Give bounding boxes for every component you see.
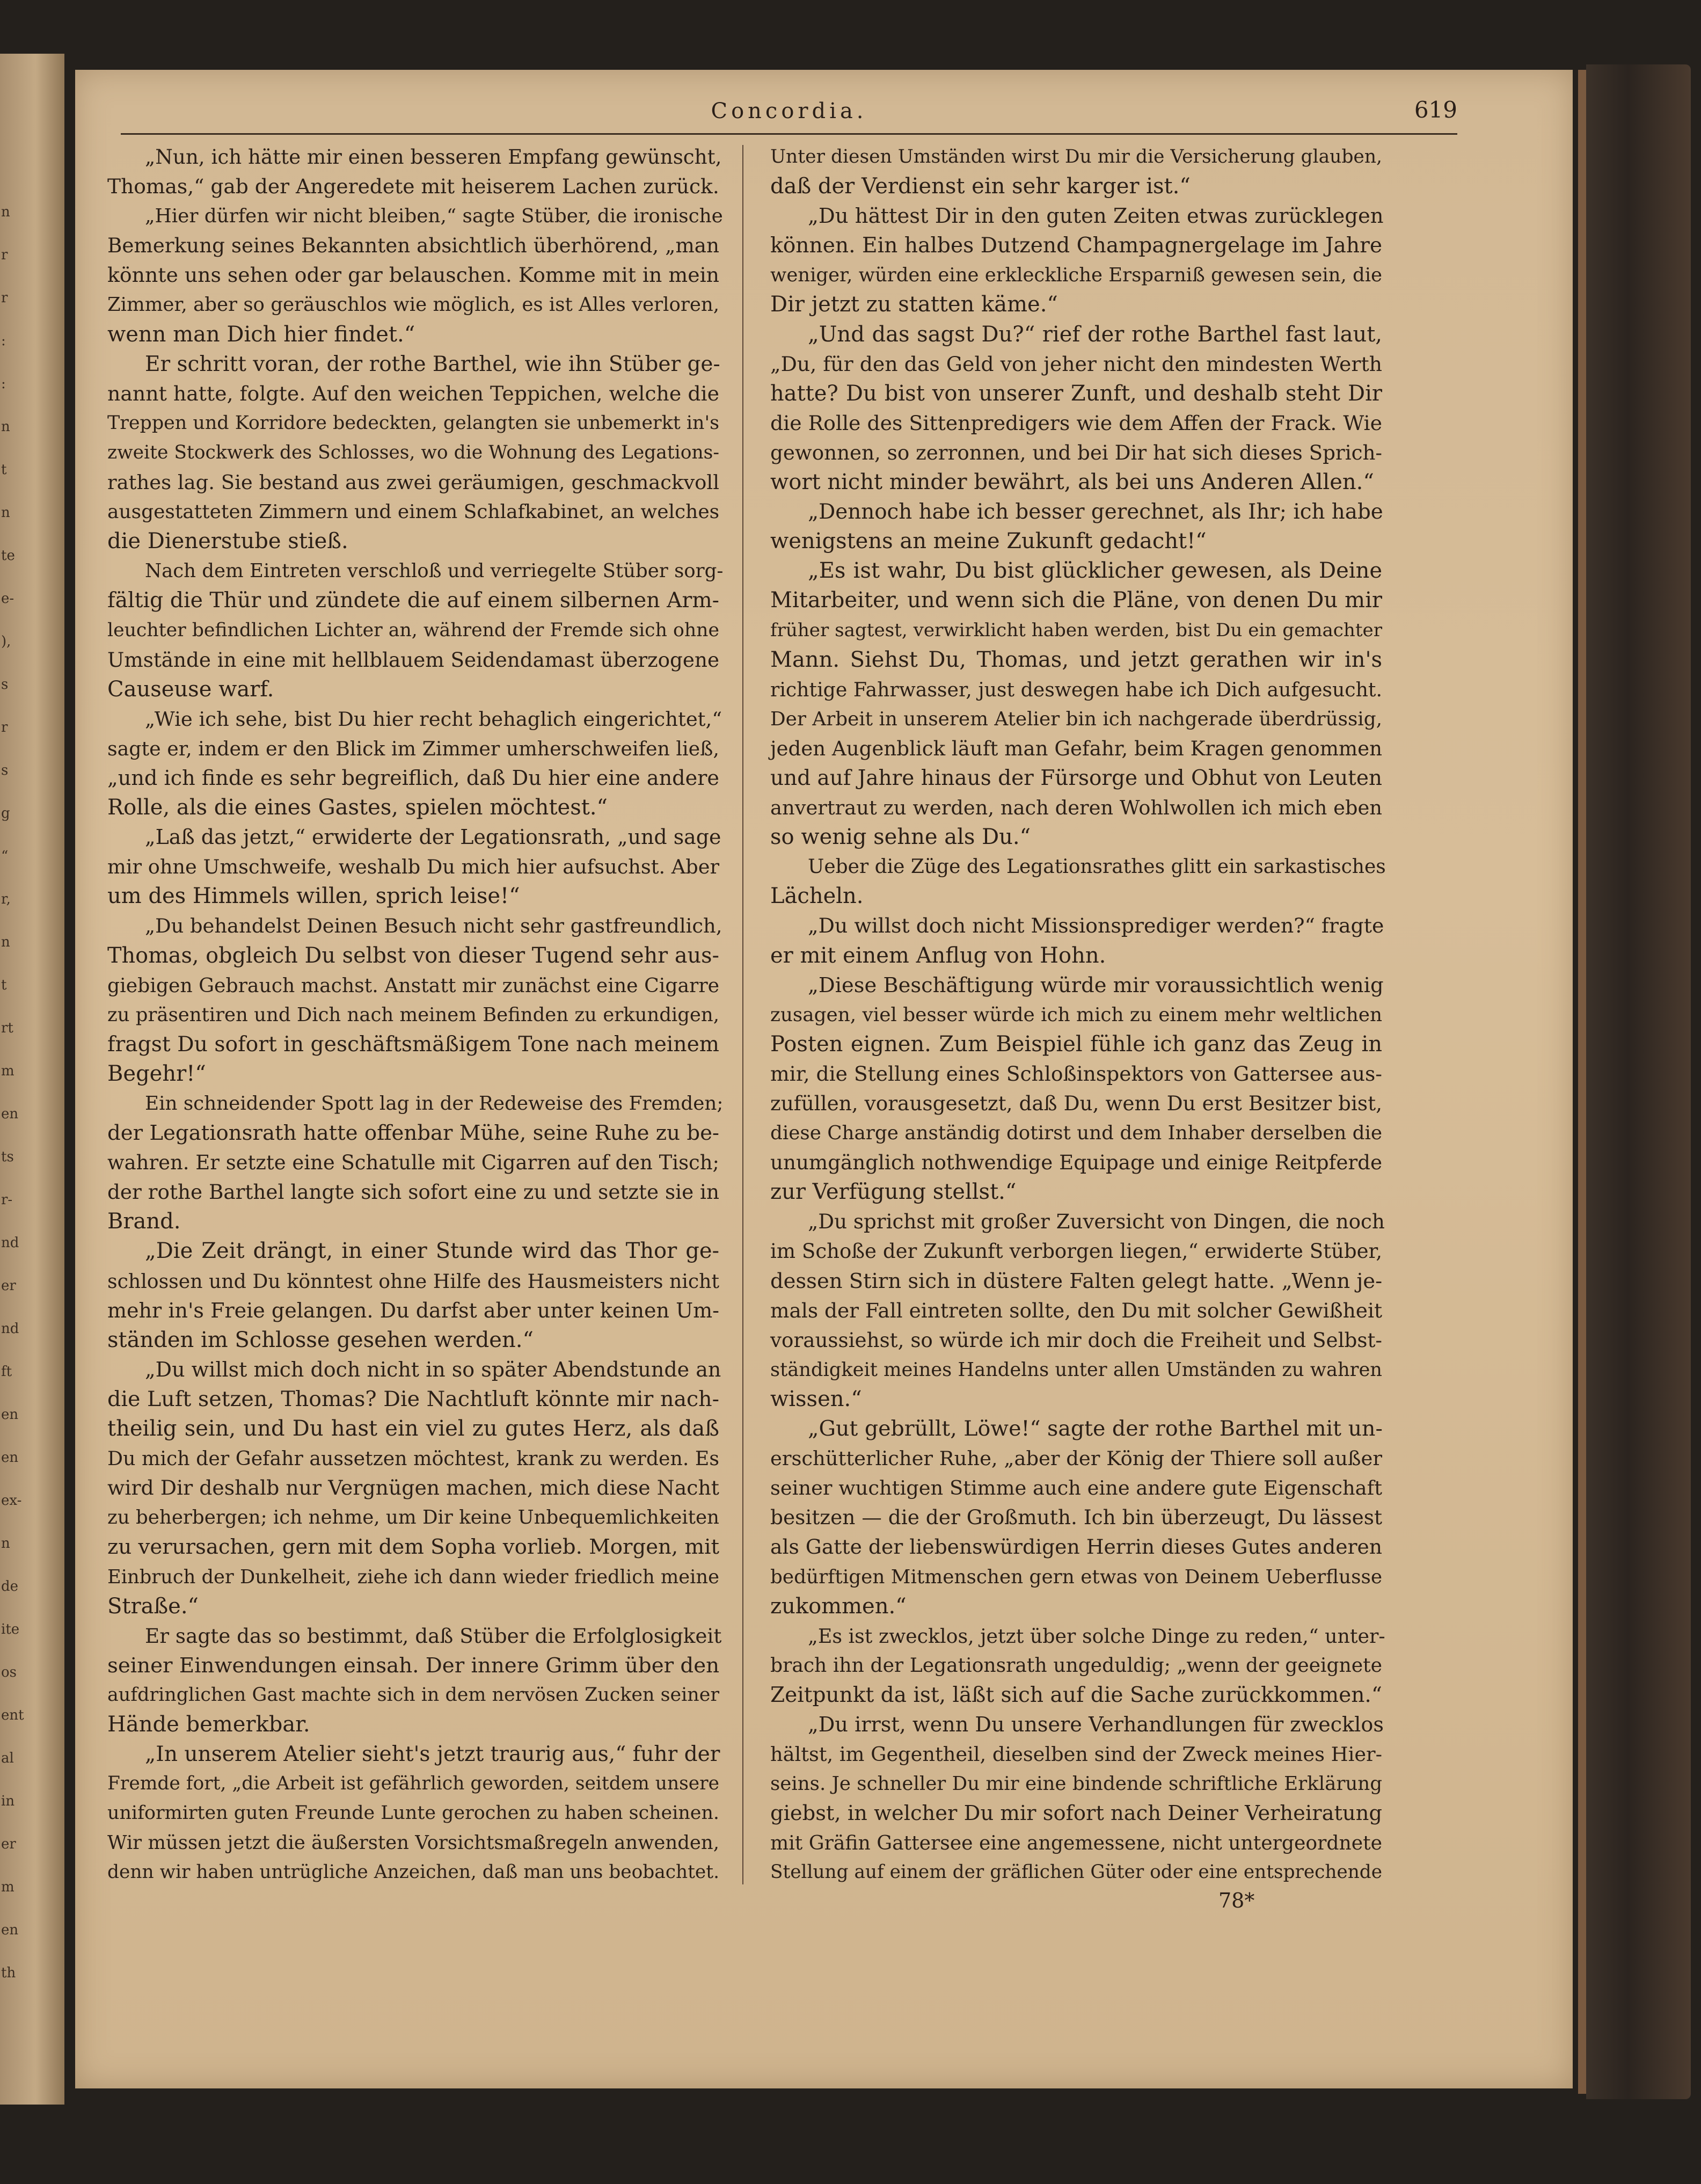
text-line: Stellung auf einem der gräflichen Güter oder eine entsprechende [770, 1861, 1382, 1883]
text-line: Mann. Siehst Du, Thomas, und jetzt gerathen wir in's [770, 647, 1382, 672]
signature-mark: 78* [1218, 1889, 1255, 1912]
text-line: „Du irrst, wenn Du unsere Verhandlungen für zwecklos [808, 1712, 1384, 1736]
text-line: diese Charge anständig dotirst und dem Inhaber derselben die [770, 1122, 1382, 1145]
text-line: fältig die Thür und zündete die auf einem silbernen Arm- [107, 588, 719, 613]
edge-fragment: te [1, 548, 15, 564]
text-line: theilig sein, und Du hast ein viel zu gutes Herz, als daß [107, 1416, 719, 1442]
text-line: Ueber die Züge des Legationsrathes glitt ein sarkastisches [808, 856, 1386, 878]
text-line: seiner Einwendungen einsah. Der innere Grimm über den [107, 1653, 720, 1678]
text-line: ständigkeit meines Handelns unter allen Umständen zu wahren [770, 1358, 1382, 1381]
edge-fragment: in [1, 1793, 15, 1809]
edge-fragment: ite [1, 1621, 20, 1637]
edge-fragment: m [1, 1879, 14, 1895]
text-line: wahren. Er setzte eine Schatulle mit Cigarren auf den Tisch; [107, 1151, 719, 1175]
text-line: „Du, für den das Geld von jeher nicht den mindesten Werth [770, 352, 1382, 376]
text-line: mehr in's Freie gelangen. Du darfst aber unter keinen Um- [107, 1298, 719, 1322]
text-line: „Und das sagst Du?“ rief der rothe Barthel fast laut, [808, 322, 1382, 347]
text-line: zusagen, viel besser würde ich mich zu einem mehr weltlichen [770, 1003, 1382, 1026]
right-column [770, 142, 1386, 1888]
text-line: fragst Du sofort in geschäftsmäßigem Tone nach meinem [107, 1032, 719, 1057]
column-divider [742, 145, 743, 1884]
text-line: hatte? Du bist von unserer Zunft, und deshalb steht Dir [770, 381, 1382, 406]
text-line: mir ohne Umschweife, weshalb Du mich hier aufsuchst. Aber [107, 855, 719, 879]
text-line: wissen.“ [770, 1386, 862, 1411]
text-line: Zimmer, aber so geräuschlos wie möglich, es ist Alles verloren, [107, 294, 719, 316]
edge-fragment: en [1, 1407, 19, 1423]
text-line: Zeitpunkt da ist, läßt sich auf die Sache zurückkommen.“ [770, 1683, 1382, 1707]
text-line: Du mich der Gefahr aussetzen möchtest, krank zu werden. Es [107, 1447, 719, 1470]
text-line: „Die Zeit drängt, in einer Stunde wird das Thor ge- [145, 1239, 719, 1264]
text-line: hältst, im Gegentheil, dieselben sind der Zweck meines Hier- [770, 1743, 1382, 1766]
text-line: sagte er, indem er den Blick im Zimmer umherschweifen ließ, [107, 737, 719, 760]
text-line: nannt hatte, folgte. Auf den weichen Teppichen, welche die [107, 381, 719, 405]
text-line: als Gatte der liebenswürdigen Herrin dieses Gutes anderen [770, 1535, 1382, 1559]
edge-fragment: n [1, 419, 10, 435]
text-line: früher sagtest, verwirklicht haben werden, bist Du ein gemachter [770, 619, 1382, 641]
edge-fragment: r [1, 290, 8, 306]
text-line: uniformirten guten Freunde Lunte gerochen zu haben scheinen. [107, 1802, 719, 1824]
text-line: Wir müssen jetzt die äußersten Vorsichtsmaßregeln anwenden, [107, 1832, 719, 1854]
left-column [107, 142, 724, 1888]
text-line: Rolle, als die eines Gastes, spielen möchtest.“ [107, 795, 608, 820]
text-line: „Du willst doch nicht Missionsprediger werden?“ fragte [808, 914, 1384, 938]
text-line: Er schritt voran, der rothe Barthel, wie ihn Stüber ge- [145, 352, 720, 376]
text-line: mit Gräfin Gattersee eine angemessene, nicht untergeordnete [770, 1831, 1382, 1855]
edge-fragment: os [1, 1664, 17, 1680]
text-line: richtige Fahrwasser, just deswegen habe ich Dich aufgesucht. [770, 678, 1382, 701]
edge-fragment: nd [1, 1235, 19, 1251]
text-line: mir, die Stellung eines Schloßinspektors von Gattersee aus- [770, 1061, 1382, 1086]
edge-fragment: en [1, 1922, 19, 1938]
edge-fragment: s [1, 762, 9, 778]
text-line: „Wie ich sehe, bist Du hier recht behaglich eingerichtet,“ [145, 707, 722, 731]
text-line: im Schoße der Zukunft verborgen liegen,“ erwiderte Stüber, [770, 1240, 1382, 1263]
text-line: seiner wuchtigen Stimme auch eine andere gute Eigenschaft [770, 1476, 1382, 1500]
text-line: Brand. [107, 1209, 181, 1234]
edge-fragment: rt [1, 1020, 13, 1036]
text-line: ständen im Schlosse gesehen werden.“ [107, 1327, 534, 1352]
text-line: „und ich finde es sehr begreiflich, daß Du hier eine andere [107, 766, 719, 790]
text-line: der Legationsrath hatte offenbar Mühe, seine Ruhe zu be- [107, 1121, 719, 1146]
text-line: können. Ein halbes Dutzend Champagnergelage im Jahre [770, 234, 1382, 258]
text-line: Er sagte das so bestimmt, daß Stüber die Erfolglosigkeit [145, 1624, 722, 1648]
edge-fragment: “ [1, 848, 9, 864]
text-line: zu präsentiren und Dich nach meinem Befinden zu erkundigen, [107, 1003, 719, 1026]
edge-fragment: ts [1, 1149, 14, 1165]
text-line: Straße.“ [107, 1593, 199, 1619]
edge-fragment: : [1, 376, 6, 392]
edge-fragment: er [1, 1836, 16, 1852]
text-line: „Du behandelst Deinen Besuch nicht sehr gastfreundlich, [145, 914, 722, 938]
edge-fragment: : [1, 333, 6, 349]
text-line: er mit einem Anflug von Hohn. [770, 943, 1106, 968]
page-number: 619 [1414, 97, 1457, 123]
page-header [121, 97, 1457, 129]
text-line: so wenig sehne als Du.“ [770, 825, 1031, 850]
text-line: Treppen und Korridore bedeckten, gelangten sie unbemerkt in's [107, 412, 719, 434]
text-line: „Nun, ich hätte mir einen besseren Empfang gewünscht, [145, 145, 722, 169]
text-line: „Gut gebrüllt, Löwe!“ sagte der rothe Barthel mit un- [808, 1416, 1383, 1442]
text-line: wenn man Dich hier findet.“ [107, 322, 415, 347]
text-line: schlossen und Du könntest ohne Hilfe des Hausmeisters nicht [107, 1269, 720, 1293]
edge-fragment: ft [1, 1364, 12, 1380]
edge-fragment: s [1, 676, 9, 693]
edge-fragment: de [1, 1578, 19, 1595]
text-line: weniger, würden eine erkleckliche Ersparniß gewesen sein, die [770, 264, 1382, 287]
text-line: denn wir haben untrügliche Anzeichen, daß man uns beobachtet. [107, 1861, 719, 1883]
book-cover [1586, 64, 1691, 2099]
left-page-edge [0, 54, 64, 2105]
edge-fragment: ex- [1, 1493, 22, 1509]
edge-fragment: r- [1, 1192, 13, 1208]
text-line: anvertraut zu werden, nach deren Wohlwollen ich mich eben [770, 796, 1382, 820]
edge-fragment: t [1, 462, 7, 478]
edge-fragment: n [1, 934, 10, 950]
edge-fragment: al [1, 1750, 14, 1766]
text-line: giebigen Gebrauch machst. Anstatt mir zunächst eine Cigarre [107, 973, 719, 997]
text-line: die Dienerstube stieß. [107, 529, 348, 554]
edge-fragment: g [1, 805, 10, 821]
running-title: Concordia. [711, 99, 867, 123]
text-line: mals der Fall eintreten sollte, den Du mit solcher Gewißheit [770, 1298, 1382, 1322]
text-line: rathes lag. Sie bestand aus zwei geräumigen, geschmackvoll [107, 471, 719, 494]
edge-fragment: r, [1, 891, 11, 907]
text-line: die Luft setzen, Thomas? Die Nachtluft könnte mir nach- [107, 1386, 719, 1411]
text-line: bedürftigen Mitmenschen gern etwas von Deinem Ueberflusse [770, 1566, 1383, 1588]
text-line: Lächeln. [770, 884, 864, 909]
text-line: zu verursachen, gern mit dem Sopha vorlieb. Morgen, mit [107, 1535, 719, 1560]
text-line: wort nicht minder bewährt, als bei uns Anderen Allen.“ [770, 470, 1374, 495]
edge-fragment: r [1, 247, 8, 263]
text-line: „Du sprichst mit großer Zuversicht von Dingen, die noch [808, 1210, 1385, 1234]
text-line: um des Himmels willen, sprich leise!“ [107, 884, 520, 909]
text-line: unumgänglich nothwendige Equipage und einige Reitpferde [770, 1151, 1382, 1175]
text-line: wird Dir deshalb nur Vergnügen machen, mich diese Nacht [107, 1476, 719, 1500]
edge-fragment: n [1, 204, 10, 220]
text-line: brach ihn der Legationsrath ungeduldig; „wenn der geeignete [770, 1654, 1382, 1677]
text-line: könnte uns sehen oder gar belauschen. Komme mit in mein [107, 263, 719, 287]
text-line: zweite Stockwerk des Schlosses, wo die Wohnung des Legations- [107, 441, 719, 463]
text-line: „Du hättest Dir in den guten Zeiten etwas zurücklegen [808, 204, 1384, 229]
edge-fragment: t [1, 977, 7, 993]
edge-fragment: n [1, 1535, 10, 1552]
text-line: Thomas, obgleich Du selbst von dieser Tugend sehr aus- [107, 943, 719, 968]
edge-fragment: e- [1, 591, 14, 607]
text-line: Dir jetzt zu statten käme.“ [770, 292, 1058, 317]
text-line: Hände bemerkbar. [107, 1712, 310, 1737]
edge-fragment: en [1, 1106, 19, 1122]
text-line: „In unserem Atelier sieht's jetzt traurig aus,“ fuhr der [145, 1742, 720, 1767]
text-line: daß der Verdienst ein sehr karger ist.“ [770, 174, 1191, 199]
text-line: dessen Stirn sich in düstere Falten gelegt hatte. „Wenn je- [770, 1269, 1383, 1293]
text-line: jeden Augenblick läuft man Gefahr, beim Kragen genommen [770, 737, 1382, 760]
text-line: wenigstens an meine Zukunft gedacht!“ [770, 529, 1207, 554]
edge-fragment: ), [1, 634, 11, 650]
edge-fragment: nd [1, 1321, 19, 1337]
text-line: aufdringlichen Gast machte sich in dem nervösen Zucken seiner [107, 1684, 719, 1706]
text-line: zufüllen, vorausgesetzt, daß Du, wenn Du erst Besitzer bist, [770, 1091, 1382, 1115]
text-line: leuchter befindlichen Lichter an, während der Fremde sich ohne [107, 619, 719, 641]
text-line: seins. Je schneller Du mir eine bindende schriftliche Erklärung [770, 1773, 1382, 1795]
text-line: Mitarbeiter, und wenn sich die Pläne, von denen Du mir [770, 588, 1382, 613]
text-line: ausgestatteten Zimmern und einem Schlafkabinet, an welches [107, 501, 720, 523]
text-line: Bemerkung seines Bekannten absichtlich überhörend, „man [107, 234, 719, 258]
text-line: „Es ist zwecklos, jetzt über solche Dinge zu reden,“ unter- [808, 1624, 1385, 1648]
text-line: „Es ist wahr, Du bist glücklicher gewesen, als Deine [808, 558, 1382, 584]
text-line: „Diese Beschäftigung würde mir voraussichtlich wenig [808, 973, 1384, 998]
text-line: giebst, in welcher Du mir sofort nach Deiner Verheiratung [770, 1801, 1382, 1826]
text-line: „Hier dürfen wir nicht bleiben,“ sagte Stüber, die ironische [145, 205, 723, 228]
edge-fragment: en [1, 1450, 19, 1466]
text-line: Posten eignen. Zum Beispiel fühle ich ganz das Zeug in [770, 1031, 1382, 1057]
text-line: „Dennoch habe ich besser gerechnet, als Ihr; ich habe [808, 500, 1383, 525]
text-line: voraussiehst, so würde ich mir doch die Freiheit und Selbst- [770, 1328, 1382, 1352]
text-line: Nach dem Eintreten verschloß und verriegelte Stüber sorg- [145, 560, 724, 583]
edge-fragment: ent [1, 1707, 24, 1723]
text-line: Einbruch der Dunkelheit, ziehe ich dann wieder friedlich meine [107, 1566, 719, 1588]
text-line: die Rolle des Sittenpredigers wie dem Affen der Frack. Wie [770, 411, 1382, 435]
edge-fragment: er [1, 1278, 16, 1294]
text-line: Begehr!“ [107, 1061, 206, 1086]
text-line: Der Arbeit in unserem Atelier bin ich nachgerade überdrüssig, [770, 708, 1382, 730]
text-line: Ein schneidender Spott lag in der Redeweise des Fremden; [145, 1093, 724, 1115]
text-line: zukommen.“ [770, 1593, 907, 1619]
text-line: der rothe Barthel langte sich sofort eine zu und setzte sie in [107, 1180, 719, 1204]
text-line: zur Verfügung stellst.“ [770, 1180, 1017, 1205]
text-line: gewonnen, so zerronnen, und bei Dir hat sich dieses Sprich- [770, 440, 1382, 464]
text-line: zu beherbergen; ich nehme, um Dir keine Unbequemlichkeiten [107, 1506, 719, 1529]
text-line: „Du willst mich doch nicht in so später Abendstunde an [145, 1357, 721, 1381]
text-line: Fremde fort, „die Arbeit ist gefährlich geworden, seitdem unsere [107, 1773, 719, 1795]
text-line: Thomas,“ gab der Angeredete mit heiserem Lachen zurück. [107, 174, 719, 199]
text-line: „Laß das jetzt,“ erwiderte der Legationsrath, „und sage [145, 825, 721, 849]
text-line: Unter diesen Umständen wirst Du mir die Versicherung glauben, [770, 146, 1382, 168]
edge-fragment: r [1, 719, 8, 736]
text-line: besitzen — die der Großmuth. Ich bin überzeugt, Du lässest [770, 1505, 1382, 1530]
edge-fragment: m [1, 1063, 14, 1079]
text-line: Causeuse warf. [107, 676, 274, 702]
edge-fragment: th [1, 1965, 16, 1981]
text-line: und auf Jahre hinaus der Fürsorge und Obhut von Leuten [770, 766, 1382, 790]
header-rule [121, 133, 1457, 135]
edge-fragment: n [1, 505, 10, 521]
text-line: Umstände in eine mit hellblauem Seidendamast überzogene [107, 647, 719, 672]
text-line: erschütterlicher Ruhe, „aber der König der Thiere soll außer [770, 1447, 1382, 1470]
